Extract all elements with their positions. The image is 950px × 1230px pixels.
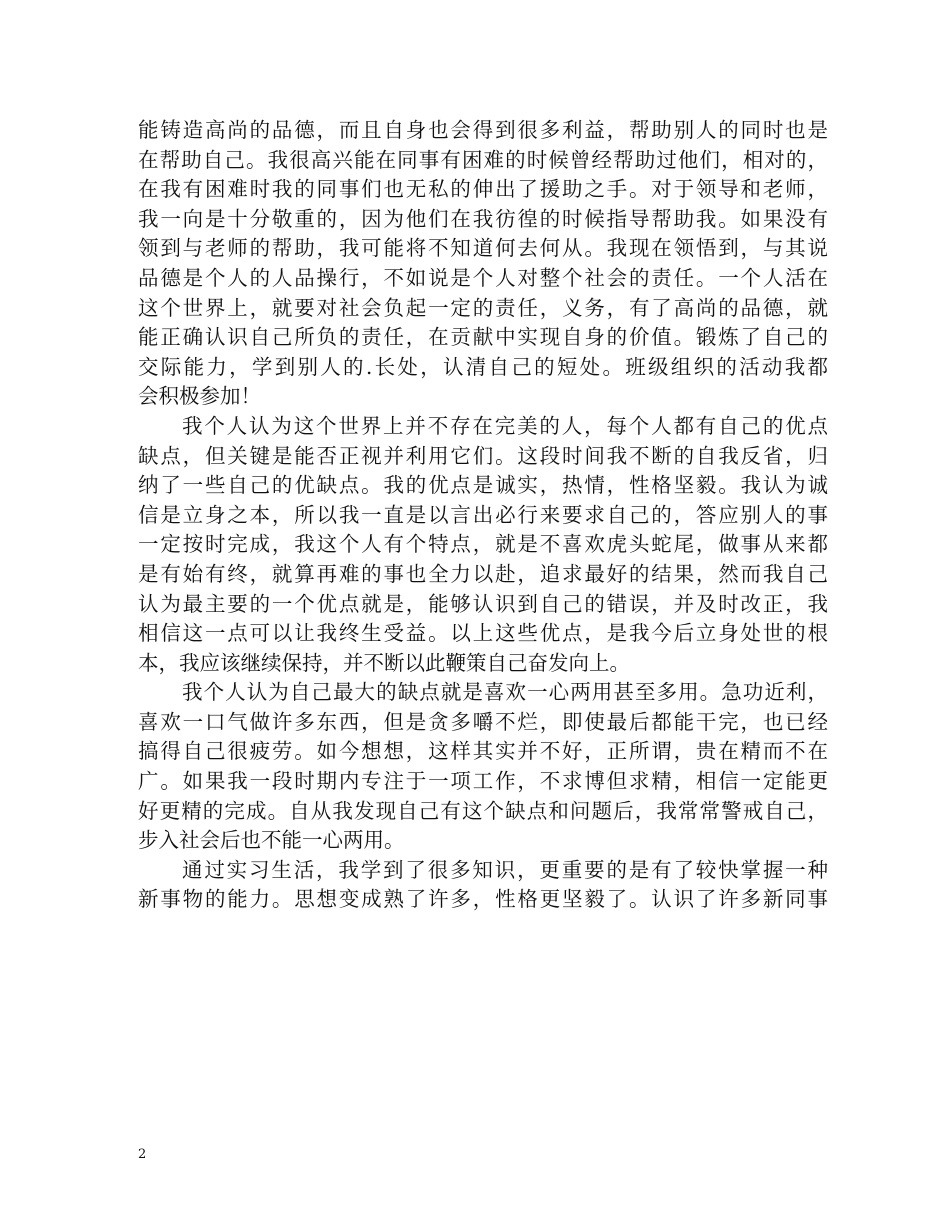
text-line: 我个人认为这个世界上并不存在完美的人，每个人都有自己的优点 bbox=[182, 413, 828, 438]
text-line: 这个世界上，就要对社会负起一定的责任，义务，有了高尚的品德，就 bbox=[138, 295, 828, 320]
text-line: 能正确认识自己所负的责任，在贡献中实现自身的价值。锻炼了自己的 bbox=[138, 325, 828, 350]
text-line: 在帮助自己。我很高兴能在同事有困难的时候曾经帮助过他们，相对的， bbox=[138, 147, 828, 172]
page-number: 2 bbox=[138, 1147, 147, 1162]
text-line: 本，我应该继续保持，并不断以此鞭策自己奋发向上。 bbox=[138, 650, 630, 675]
paragraph bbox=[138, 412, 828, 678]
body-text bbox=[138, 116, 828, 915]
text-line: 品德是个人的人品操行，不如说是个人对整个社会的责任。一个人活在 bbox=[138, 265, 828, 290]
text-line: 能铸造高尚的品德，而且自身也会得到很多利益，帮助别人的同时也是 bbox=[138, 118, 828, 142]
text-line: 我一向是十分敬重的，因为他们在我彷徨的时候指导帮助我。如果没有 bbox=[138, 206, 828, 231]
text-line: 相信这一点可以让我终生受益。以上这些优点，是我今后立身处世的根 bbox=[138, 621, 828, 646]
text-line: 广。如果我一段时期内专注于一项工作，不求博但求精，相信一定能更 bbox=[138, 769, 828, 794]
text-line: 信是立身之本，所以我一直是以言出必行来要求自己的，答应别人的事 bbox=[138, 502, 828, 527]
text-line: 纳了一些自己的优缺点。我的优点是诚实，热情，性格坚毅。我认为诚 bbox=[138, 473, 828, 498]
text-line: 一定按时完成，我这个人有个特点，就是不喜欢虎头蛇尾，做事从来都 bbox=[138, 532, 828, 557]
text-line: 好更精的完成。自从我发现自己有这个缺点和问题后，我常常警戒自己， bbox=[138, 798, 828, 823]
text-line: 我个人认为自己最大的缺点就是喜欢一心两用甚至多用。急功近利， bbox=[182, 680, 828, 705]
text-line: 喜欢一口气做许多东西，但是贪多嚼不烂，即使最后都能干完，也已经 bbox=[138, 709, 828, 734]
text-line: 通过实习生活，我学到了很多知识，更重要的是有了较快掌握一种 bbox=[182, 857, 828, 882]
paragraph bbox=[138, 856, 828, 915]
text-line: 步入社会后也不能一心两用。 bbox=[138, 828, 405, 853]
text-line: 在我有困难时我的同事们也无私的伸出了援助之手。对于领导和老师， bbox=[138, 177, 828, 202]
text-line: 新事物的能力。思想变成熟了许多，性格更坚毅了。认识了许多新同事 bbox=[138, 887, 828, 912]
text-line: 交际能力，学到别人的.长处，认清自己的短处。班级组织的活动我都 bbox=[138, 354, 828, 379]
text-line: 缺点，但关键是能否正视并利用它们。这段时间我不断的自我反省，归 bbox=[138, 443, 828, 468]
text-line: 领到与老师的帮助，我可能将不知道何去何从。我现在领悟到，与其说 bbox=[138, 236, 828, 261]
text-line: 搞得自己很疲劳。如今想想，这样其实并不好，正所谓，贵在精而不在 bbox=[138, 739, 828, 764]
paragraph bbox=[138, 116, 828, 412]
text-line: 认为最主要的一个优点就是，能够认识到自己的错误，并及时改正，我 bbox=[138, 591, 828, 616]
text-line: 会积极参加！ bbox=[138, 384, 261, 409]
text-line: 是有始有终，就算再难的事也全力以赴，追求最好的结果，然而我自己 bbox=[138, 561, 828, 586]
paragraph bbox=[138, 678, 828, 856]
